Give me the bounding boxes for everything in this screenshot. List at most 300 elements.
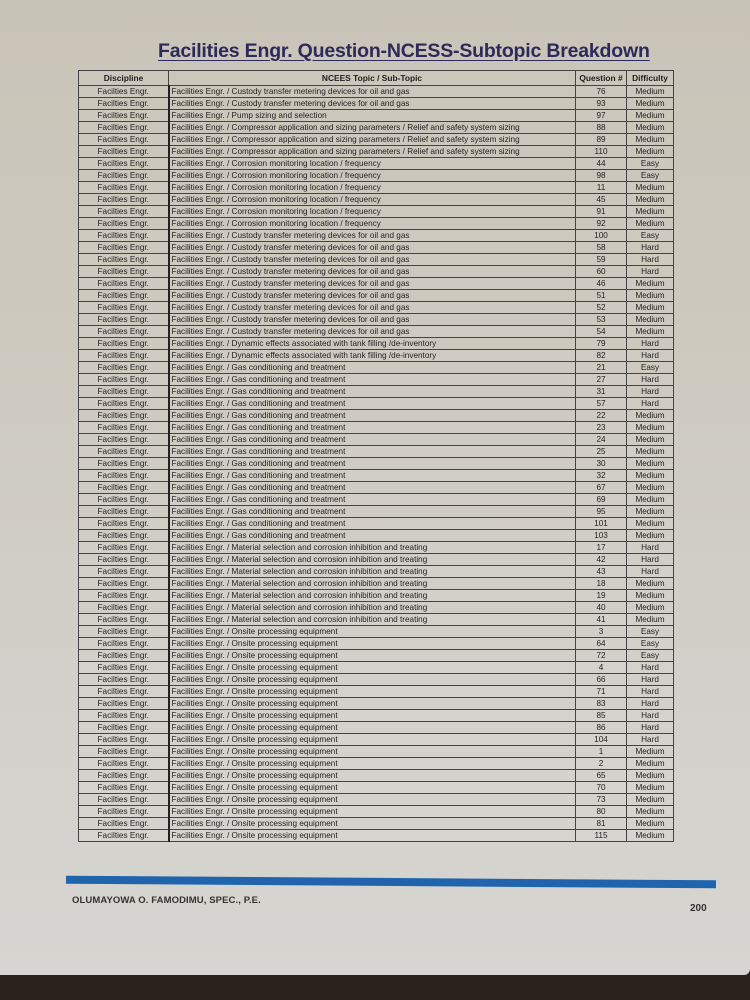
question-number-cell: 91 bbox=[576, 206, 627, 218]
topic-cell: Facilities Engr. / Compressor application and sizing parameters / Relief and safety system sizing bbox=[169, 122, 576, 134]
table-row bbox=[79, 242, 674, 254]
topic-cell: Facilities Engr. / Gas conditioning and treatment bbox=[169, 434, 576, 446]
table-row bbox=[79, 830, 674, 842]
difficulty-cell: Medium bbox=[627, 326, 674, 338]
question-number-cell: 103 bbox=[576, 530, 627, 542]
discipline-cell: Facilties Engr. bbox=[79, 350, 169, 362]
difficulty-cell: Medium bbox=[627, 746, 674, 758]
topic-cell: Facilities Engr. / Gas conditioning and treatment bbox=[169, 458, 576, 470]
question-number-cell: 79 bbox=[576, 338, 627, 350]
discipline-cell: Facilties Engr. bbox=[79, 806, 169, 818]
topic-cell: Facilities Engr. / Onsite processing equipment bbox=[169, 674, 576, 686]
difficulty-cell: Medium bbox=[627, 578, 674, 590]
table-row bbox=[79, 806, 674, 818]
difficulty-cell: Hard bbox=[627, 674, 674, 686]
difficulty-cell: Medium bbox=[627, 410, 674, 422]
table-row bbox=[79, 86, 674, 98]
table-row bbox=[79, 398, 674, 410]
discipline-cell: Facilties Engr. bbox=[79, 722, 169, 734]
difficulty-cell: Medium bbox=[627, 146, 674, 158]
question-number-cell: 58 bbox=[576, 242, 627, 254]
topic-cell: Facilities Engr. / Custody transfer metering devices for oil and gas bbox=[169, 290, 576, 302]
table-row bbox=[79, 458, 674, 470]
difficulty-cell: Medium bbox=[627, 218, 674, 230]
topic-cell: Facilities Engr. / Onsite processing equipment bbox=[169, 698, 576, 710]
table-row bbox=[79, 194, 674, 206]
question-number-cell: 104 bbox=[576, 734, 627, 746]
discipline-cell: Facilties Engr. bbox=[79, 746, 169, 758]
difficulty-cell: Easy bbox=[627, 638, 674, 650]
question-number-cell: 4 bbox=[576, 662, 627, 674]
difficulty-cell: Medium bbox=[627, 458, 674, 470]
question-number-cell: 80 bbox=[576, 806, 627, 818]
difficulty-cell: Easy bbox=[627, 362, 674, 374]
question-number-cell: 97 bbox=[576, 110, 627, 122]
topic-cell: Facilities Engr. / Onsite processing equipment bbox=[169, 722, 576, 734]
question-number-cell: 93 bbox=[576, 98, 627, 110]
question-number-cell: 25 bbox=[576, 446, 627, 458]
table-row bbox=[79, 578, 674, 590]
question-number-cell: 89 bbox=[576, 134, 627, 146]
discipline-cell: Facilties Engr. bbox=[79, 662, 169, 674]
discipline-cell: Facilties Engr. bbox=[79, 266, 169, 278]
difficulty-cell: Medium bbox=[627, 278, 674, 290]
discipline-cell: Facilties Engr. bbox=[79, 698, 169, 710]
table-row bbox=[79, 638, 674, 650]
discipline-cell: Facilties Engr. bbox=[79, 674, 169, 686]
table-row bbox=[79, 674, 674, 686]
topic-cell: Facilities Engr. / Onsite processing equipment bbox=[169, 794, 576, 806]
difficulty-cell: Medium bbox=[627, 290, 674, 302]
discipline-cell: Facilties Engr. bbox=[79, 230, 169, 242]
discipline-cell: Facilties Engr. bbox=[79, 518, 169, 530]
question-number-cell: 11 bbox=[576, 182, 627, 194]
table-row bbox=[79, 362, 674, 374]
topic-cell: Facilities Engr. / Compressor application and sizing parameters / Relief and safety system sizing bbox=[169, 146, 576, 158]
discipline-cell: Facilties Engr. bbox=[79, 530, 169, 542]
topic-cell: Facilities Engr. / Custody transfer metering devices for oil and gas bbox=[169, 302, 576, 314]
topic-cell: Facilities Engr. / Gas conditioning and treatment bbox=[169, 362, 576, 374]
topic-cell: Facilities Engr. / Onsite processing equipment bbox=[169, 770, 576, 782]
topic-cell: Facilities Engr. / Custody transfer metering devices for oil and gas bbox=[169, 86, 576, 98]
question-number-cell: 40 bbox=[576, 602, 627, 614]
topic-cell: Facilities Engr. / Gas conditioning and treatment bbox=[169, 482, 576, 494]
topic-cell: Facilities Engr. / Dynamic effects associated with tank filling /de-inventory bbox=[169, 338, 576, 350]
discipline-cell: Facilties Engr. bbox=[79, 446, 169, 458]
question-number-cell: 3 bbox=[576, 626, 627, 638]
question-number-cell: 21 bbox=[576, 362, 627, 374]
question-number-cell: 42 bbox=[576, 554, 627, 566]
table-row bbox=[79, 326, 674, 338]
difficulty-cell: Hard bbox=[627, 686, 674, 698]
difficulty-cell: Hard bbox=[627, 662, 674, 674]
table-row bbox=[79, 422, 674, 434]
discipline-cell: Facilties Engr. bbox=[79, 482, 169, 494]
difficulty-cell: Medium bbox=[627, 470, 674, 482]
discipline-cell: Facilties Engr. bbox=[79, 86, 169, 98]
difficulty-cell: Medium bbox=[627, 758, 674, 770]
difficulty-cell: Hard bbox=[627, 722, 674, 734]
discipline-cell: Facilties Engr. bbox=[79, 134, 169, 146]
difficulty-cell: Hard bbox=[627, 338, 674, 350]
topic-cell: Facilities Engr. / Corrosion monitoring location / frequency bbox=[169, 182, 576, 194]
page-title: Facilities Engr. Question-NCESS-Subtopic Breakdown bbox=[158, 40, 650, 62]
question-number-cell: 88 bbox=[576, 122, 627, 134]
discipline-cell: Facilties Engr. bbox=[79, 110, 169, 122]
question-number-cell: 17 bbox=[576, 542, 627, 554]
discipline-cell: Facilties Engr. bbox=[79, 254, 169, 266]
table-row bbox=[79, 446, 674, 458]
topic-cell: Facilities Engr. / Gas conditioning and treatment bbox=[169, 410, 576, 422]
table-row bbox=[79, 482, 674, 494]
discipline-cell: Facilties Engr. bbox=[79, 218, 169, 230]
discipline-cell: Facilties Engr. bbox=[79, 734, 169, 746]
difficulty-cell: Medium bbox=[627, 602, 674, 614]
difficulty-cell: Medium bbox=[627, 302, 674, 314]
question-number-cell: 51 bbox=[576, 290, 627, 302]
table-row bbox=[79, 662, 674, 674]
discipline-cell: Facilties Engr. bbox=[79, 758, 169, 770]
table-row bbox=[79, 494, 674, 506]
table-row bbox=[79, 434, 674, 446]
discipline-cell: Facilties Engr. bbox=[79, 650, 169, 662]
topic-cell: Facilities Engr. / Custody transfer metering devices for oil and gas bbox=[169, 242, 576, 254]
difficulty-cell: Medium bbox=[627, 770, 674, 782]
column-header-difficulty: Difficulty bbox=[627, 71, 674, 86]
question-number-cell: 110 bbox=[576, 146, 627, 158]
difficulty-cell: Hard bbox=[627, 554, 674, 566]
difficulty-cell: Medium bbox=[627, 830, 674, 842]
discipline-cell: Facilties Engr. bbox=[79, 302, 169, 314]
discipline-cell: Facilties Engr. bbox=[79, 398, 169, 410]
difficulty-cell: Medium bbox=[627, 614, 674, 626]
topic-cell: Facilities Engr. / Onsite processing equipment bbox=[169, 806, 576, 818]
question-number-cell: 57 bbox=[576, 398, 627, 410]
discipline-cell: Facilties Engr. bbox=[79, 614, 169, 626]
topic-cell: Facilities Engr. / Onsite processing equipment bbox=[169, 830, 576, 842]
difficulty-cell: Hard bbox=[627, 266, 674, 278]
topic-cell: Facilities Engr. / Gas conditioning and treatment bbox=[169, 446, 576, 458]
table-row bbox=[79, 782, 674, 794]
topic-cell: Facilities Engr. / Onsite processing equipment bbox=[169, 818, 576, 830]
question-number-cell: 65 bbox=[576, 770, 627, 782]
discipline-cell: Facilties Engr. bbox=[79, 590, 169, 602]
topic-cell: Facilities Engr. / Onsite processing equipment bbox=[169, 782, 576, 794]
discipline-cell: Facilties Engr. bbox=[79, 710, 169, 722]
table-row bbox=[79, 506, 674, 518]
difficulty-cell: Easy bbox=[627, 230, 674, 242]
difficulty-cell: Hard bbox=[627, 374, 674, 386]
table-row bbox=[79, 818, 674, 830]
topic-cell: Facilities Engr. / Onsite processing equipment bbox=[169, 686, 576, 698]
column-header-question-number: Question # bbox=[576, 71, 627, 86]
difficulty-cell: Medium bbox=[627, 110, 674, 122]
question-number-cell: 101 bbox=[576, 518, 627, 530]
question-number-cell: 23 bbox=[576, 422, 627, 434]
question-number-cell: 44 bbox=[576, 158, 627, 170]
table-row bbox=[79, 602, 674, 614]
difficulty-cell: Easy bbox=[627, 170, 674, 182]
difficulty-cell: Medium bbox=[627, 494, 674, 506]
question-number-cell: 43 bbox=[576, 566, 627, 578]
question-number-cell: 30 bbox=[576, 458, 627, 470]
question-number-cell: 2 bbox=[576, 758, 627, 770]
discipline-cell: Facilties Engr. bbox=[79, 782, 169, 794]
question-number-cell: 41 bbox=[576, 614, 627, 626]
discipline-cell: Facilties Engr. bbox=[79, 470, 169, 482]
discipline-cell: Facilties Engr. bbox=[79, 194, 169, 206]
topic-cell: Facilities Engr. / Gas conditioning and treatment bbox=[169, 374, 576, 386]
discipline-cell: Facilties Engr. bbox=[79, 314, 169, 326]
topic-cell: Facilities Engr. / Material selection and corrosion inhibition and treating bbox=[169, 590, 576, 602]
table-row bbox=[79, 722, 674, 734]
table-row bbox=[79, 98, 674, 110]
question-number-cell: 72 bbox=[576, 650, 627, 662]
table-row bbox=[79, 698, 674, 710]
question-number-cell: 67 bbox=[576, 482, 627, 494]
table-row bbox=[79, 518, 674, 530]
table-row bbox=[79, 626, 674, 638]
discipline-cell: Facilties Engr. bbox=[79, 374, 169, 386]
question-number-cell: 22 bbox=[576, 410, 627, 422]
question-number-cell: 32 bbox=[576, 470, 627, 482]
table-row bbox=[79, 734, 674, 746]
topic-cell: Facilities Engr. / Gas conditioning and treatment bbox=[169, 530, 576, 542]
topic-cell: Facilities Engr. / Onsite processing equipment bbox=[169, 758, 576, 770]
table-row bbox=[79, 314, 674, 326]
topic-cell: Facilities Engr. / Corrosion monitoring location / frequency bbox=[169, 194, 576, 206]
difficulty-cell: Medium bbox=[627, 86, 674, 98]
column-header-topic: NCEES Topic / Sub-Topic bbox=[169, 71, 576, 86]
topic-cell: Facilities Engr. / Corrosion monitoring location / frequency bbox=[169, 218, 576, 230]
table-row bbox=[79, 386, 674, 398]
topic-cell: Facilities Engr. / Custody transfer metering devices for oil and gas bbox=[169, 326, 576, 338]
difficulty-cell: Hard bbox=[627, 254, 674, 266]
topic-cell: Facilities Engr. / Material selection and corrosion inhibition and treating bbox=[169, 614, 576, 626]
topic-cell: Facilities Engr. / Onsite processing equipment bbox=[169, 710, 576, 722]
question-number-cell: 82 bbox=[576, 350, 627, 362]
table-row bbox=[79, 122, 674, 134]
difficulty-cell: Hard bbox=[627, 698, 674, 710]
table-row bbox=[79, 350, 674, 362]
table-row bbox=[79, 566, 674, 578]
topic-cell: Facilities Engr. / Material selection and corrosion inhibition and treating bbox=[169, 578, 576, 590]
discipline-cell: Facilties Engr. bbox=[79, 554, 169, 566]
question-number-cell: 60 bbox=[576, 266, 627, 278]
question-number-cell: 54 bbox=[576, 326, 627, 338]
discipline-cell: Facilties Engr. bbox=[79, 158, 169, 170]
discipline-cell: Facilties Engr. bbox=[79, 290, 169, 302]
question-number-cell: 115 bbox=[576, 830, 627, 842]
discipline-cell: Facilties Engr. bbox=[79, 506, 169, 518]
table-row bbox=[79, 710, 674, 722]
table-row bbox=[79, 374, 674, 386]
difficulty-cell: Easy bbox=[627, 158, 674, 170]
question-number-cell: 1 bbox=[576, 746, 627, 758]
table-row bbox=[79, 146, 674, 158]
discipline-cell: Facilties Engr. bbox=[79, 182, 169, 194]
footer-rule bbox=[66, 876, 716, 889]
discipline-cell: Facilties Engr. bbox=[79, 578, 169, 590]
difficulty-cell: Medium bbox=[627, 122, 674, 134]
difficulty-cell: Medium bbox=[627, 506, 674, 518]
difficulty-cell: Medium bbox=[627, 482, 674, 494]
difficulty-cell: Medium bbox=[627, 422, 674, 434]
table-row bbox=[79, 338, 674, 350]
topic-cell: Facilities Engr. / Material selection and corrosion inhibition and treating bbox=[169, 542, 576, 554]
page-number: 200 bbox=[690, 903, 707, 914]
topic-cell: Facilities Engr. / Onsite processing equipment bbox=[169, 650, 576, 662]
difficulty-cell: Hard bbox=[627, 350, 674, 362]
topic-cell: Facilities Engr. / Custody transfer metering devices for oil and gas bbox=[169, 254, 576, 266]
table-row bbox=[79, 530, 674, 542]
difficulty-cell: Medium bbox=[627, 194, 674, 206]
table-row bbox=[79, 770, 674, 782]
table-row bbox=[79, 158, 674, 170]
discipline-cell: Facilties Engr. bbox=[79, 338, 169, 350]
discipline-cell: Facilties Engr. bbox=[79, 242, 169, 254]
discipline-cell: Facilties Engr. bbox=[79, 434, 169, 446]
table-row bbox=[79, 590, 674, 602]
difficulty-cell: Medium bbox=[627, 98, 674, 110]
question-number-cell: 73 bbox=[576, 794, 627, 806]
topic-cell: Facilities Engr. / Corrosion monitoring location / frequency bbox=[169, 206, 576, 218]
discipline-cell: Facilties Engr. bbox=[79, 542, 169, 554]
topic-cell: Facilities Engr. / Gas conditioning and treatment bbox=[169, 494, 576, 506]
discipline-cell: Facilties Engr. bbox=[79, 794, 169, 806]
discipline-cell: Facilties Engr. bbox=[79, 386, 169, 398]
topic-cell: Facilities Engr. / Gas conditioning and treatment bbox=[169, 398, 576, 410]
table-row bbox=[79, 794, 674, 806]
topic-cell: Facilities Engr. / Custody transfer metering devices for oil and gas bbox=[169, 314, 576, 326]
question-number-cell: 85 bbox=[576, 710, 627, 722]
table-row bbox=[79, 170, 674, 182]
table-row bbox=[79, 470, 674, 482]
table-row bbox=[79, 218, 674, 230]
topic-cell: Facilities Engr. / Material selection and corrosion inhibition and treating bbox=[169, 566, 576, 578]
question-number-cell: 18 bbox=[576, 578, 627, 590]
table-row bbox=[79, 230, 674, 242]
question-number-cell: 71 bbox=[576, 686, 627, 698]
discipline-cell: Facilties Engr. bbox=[79, 122, 169, 134]
discipline-cell: Facilties Engr. bbox=[79, 206, 169, 218]
topic-cell: Facilities Engr. / Material selection and corrosion inhibition and treating bbox=[169, 602, 576, 614]
question-number-cell: 66 bbox=[576, 674, 627, 686]
difficulty-cell: Hard bbox=[627, 386, 674, 398]
topic-cell: Facilities Engr. / Gas conditioning and treatment bbox=[169, 386, 576, 398]
question-number-cell: 53 bbox=[576, 314, 627, 326]
topic-cell: Facilities Engr. / Pump sizing and selection bbox=[169, 110, 576, 122]
table-body bbox=[79, 86, 674, 842]
topic-cell: Facilities Engr. / Compressor application and sizing parameters / Relief and safety system sizing bbox=[169, 134, 576, 146]
discipline-cell: Facilties Engr. bbox=[79, 638, 169, 650]
question-breakdown-table bbox=[78, 70, 674, 842]
discipline-cell: Facilties Engr. bbox=[79, 98, 169, 110]
discipline-cell: Facilties Engr. bbox=[79, 170, 169, 182]
topic-cell: Facilities Engr. / Onsite processing equipment bbox=[169, 662, 576, 674]
discipline-cell: Facilties Engr. bbox=[79, 602, 169, 614]
discipline-cell: Facilties Engr. bbox=[79, 818, 169, 830]
topic-cell: Facilities Engr. / Onsite processing equipment bbox=[169, 638, 576, 650]
difficulty-cell: Hard bbox=[627, 710, 674, 722]
table-row bbox=[79, 266, 674, 278]
difficulty-cell: Medium bbox=[627, 782, 674, 794]
discipline-cell: Facilties Engr. bbox=[79, 626, 169, 638]
table-row bbox=[79, 134, 674, 146]
topic-cell: Facilities Engr. / Gas conditioning and treatment bbox=[169, 422, 576, 434]
topic-cell: Facilities Engr. / Corrosion monitoring location / frequency bbox=[169, 170, 576, 182]
column-header-discipline: Discipline bbox=[79, 71, 169, 86]
table-row bbox=[79, 650, 674, 662]
question-number-cell: 98 bbox=[576, 170, 627, 182]
topic-cell: Facilities Engr. / Custody transfer metering devices for oil and gas bbox=[169, 266, 576, 278]
table-row bbox=[79, 254, 674, 266]
topic-cell: Facilities Engr. / Custody transfer metering devices for oil and gas bbox=[169, 230, 576, 242]
topic-cell: Facilities Engr. / Custody transfer metering devices for oil and gas bbox=[169, 98, 576, 110]
difficulty-cell: Medium bbox=[627, 794, 674, 806]
table-header-row bbox=[79, 71, 674, 86]
difficulty-cell: Medium bbox=[627, 134, 674, 146]
topic-cell: Facilities Engr. / Gas conditioning and treatment bbox=[169, 506, 576, 518]
table-row bbox=[79, 758, 674, 770]
difficulty-cell: Easy bbox=[627, 626, 674, 638]
question-number-cell: 100 bbox=[576, 230, 627, 242]
question-number-cell: 24 bbox=[576, 434, 627, 446]
difficulty-cell: Medium bbox=[627, 590, 674, 602]
question-number-cell: 86 bbox=[576, 722, 627, 734]
question-number-cell: 59 bbox=[576, 254, 627, 266]
difficulty-cell: Medium bbox=[627, 446, 674, 458]
discipline-cell: Facilties Engr. bbox=[79, 410, 169, 422]
table-row bbox=[79, 554, 674, 566]
difficulty-cell: Hard bbox=[627, 542, 674, 554]
table-row bbox=[79, 278, 674, 290]
difficulty-cell: Medium bbox=[627, 434, 674, 446]
question-number-cell: 64 bbox=[576, 638, 627, 650]
discipline-cell: Facilties Engr. bbox=[79, 770, 169, 782]
table-row bbox=[79, 182, 674, 194]
topic-cell: Facilities Engr. / Dynamic effects associated with tank filling /de-inventory bbox=[169, 350, 576, 362]
discipline-cell: Facilties Engr. bbox=[79, 686, 169, 698]
question-number-cell: 46 bbox=[576, 278, 627, 290]
table-row bbox=[79, 686, 674, 698]
topic-cell: Facilities Engr. / Gas conditioning and treatment bbox=[169, 518, 576, 530]
table-row bbox=[79, 206, 674, 218]
discipline-cell: Facilties Engr. bbox=[79, 830, 169, 842]
difficulty-cell: Medium bbox=[627, 518, 674, 530]
table-row bbox=[79, 746, 674, 758]
difficulty-cell: Medium bbox=[627, 206, 674, 218]
discipline-cell: Facilties Engr. bbox=[79, 278, 169, 290]
difficulty-cell: Medium bbox=[627, 182, 674, 194]
difficulty-cell: Medium bbox=[627, 806, 674, 818]
question-number-cell: 83 bbox=[576, 698, 627, 710]
topic-cell: Facilities Engr. / Onsite processing equipment bbox=[169, 746, 576, 758]
difficulty-cell: Medium bbox=[627, 530, 674, 542]
question-number-cell: 92 bbox=[576, 218, 627, 230]
question-number-cell: 27 bbox=[576, 374, 627, 386]
discipline-cell: Facilties Engr. bbox=[79, 458, 169, 470]
topic-cell: Facilities Engr. / Material selection and corrosion inhibition and treating bbox=[169, 554, 576, 566]
question-number-cell: 45 bbox=[576, 194, 627, 206]
question-number-cell: 19 bbox=[576, 590, 627, 602]
question-number-cell: 31 bbox=[576, 386, 627, 398]
difficulty-cell: Hard bbox=[627, 566, 674, 578]
table-row bbox=[79, 302, 674, 314]
topic-cell: Facilities Engr. / Custody transfer metering devices for oil and gas bbox=[169, 278, 576, 290]
footer-author: OLUMAYOWA O. FAMODIMU, SPEC., P.E. bbox=[72, 895, 261, 906]
topic-cell: Facilities Engr. / Gas conditioning and treatment bbox=[169, 470, 576, 482]
